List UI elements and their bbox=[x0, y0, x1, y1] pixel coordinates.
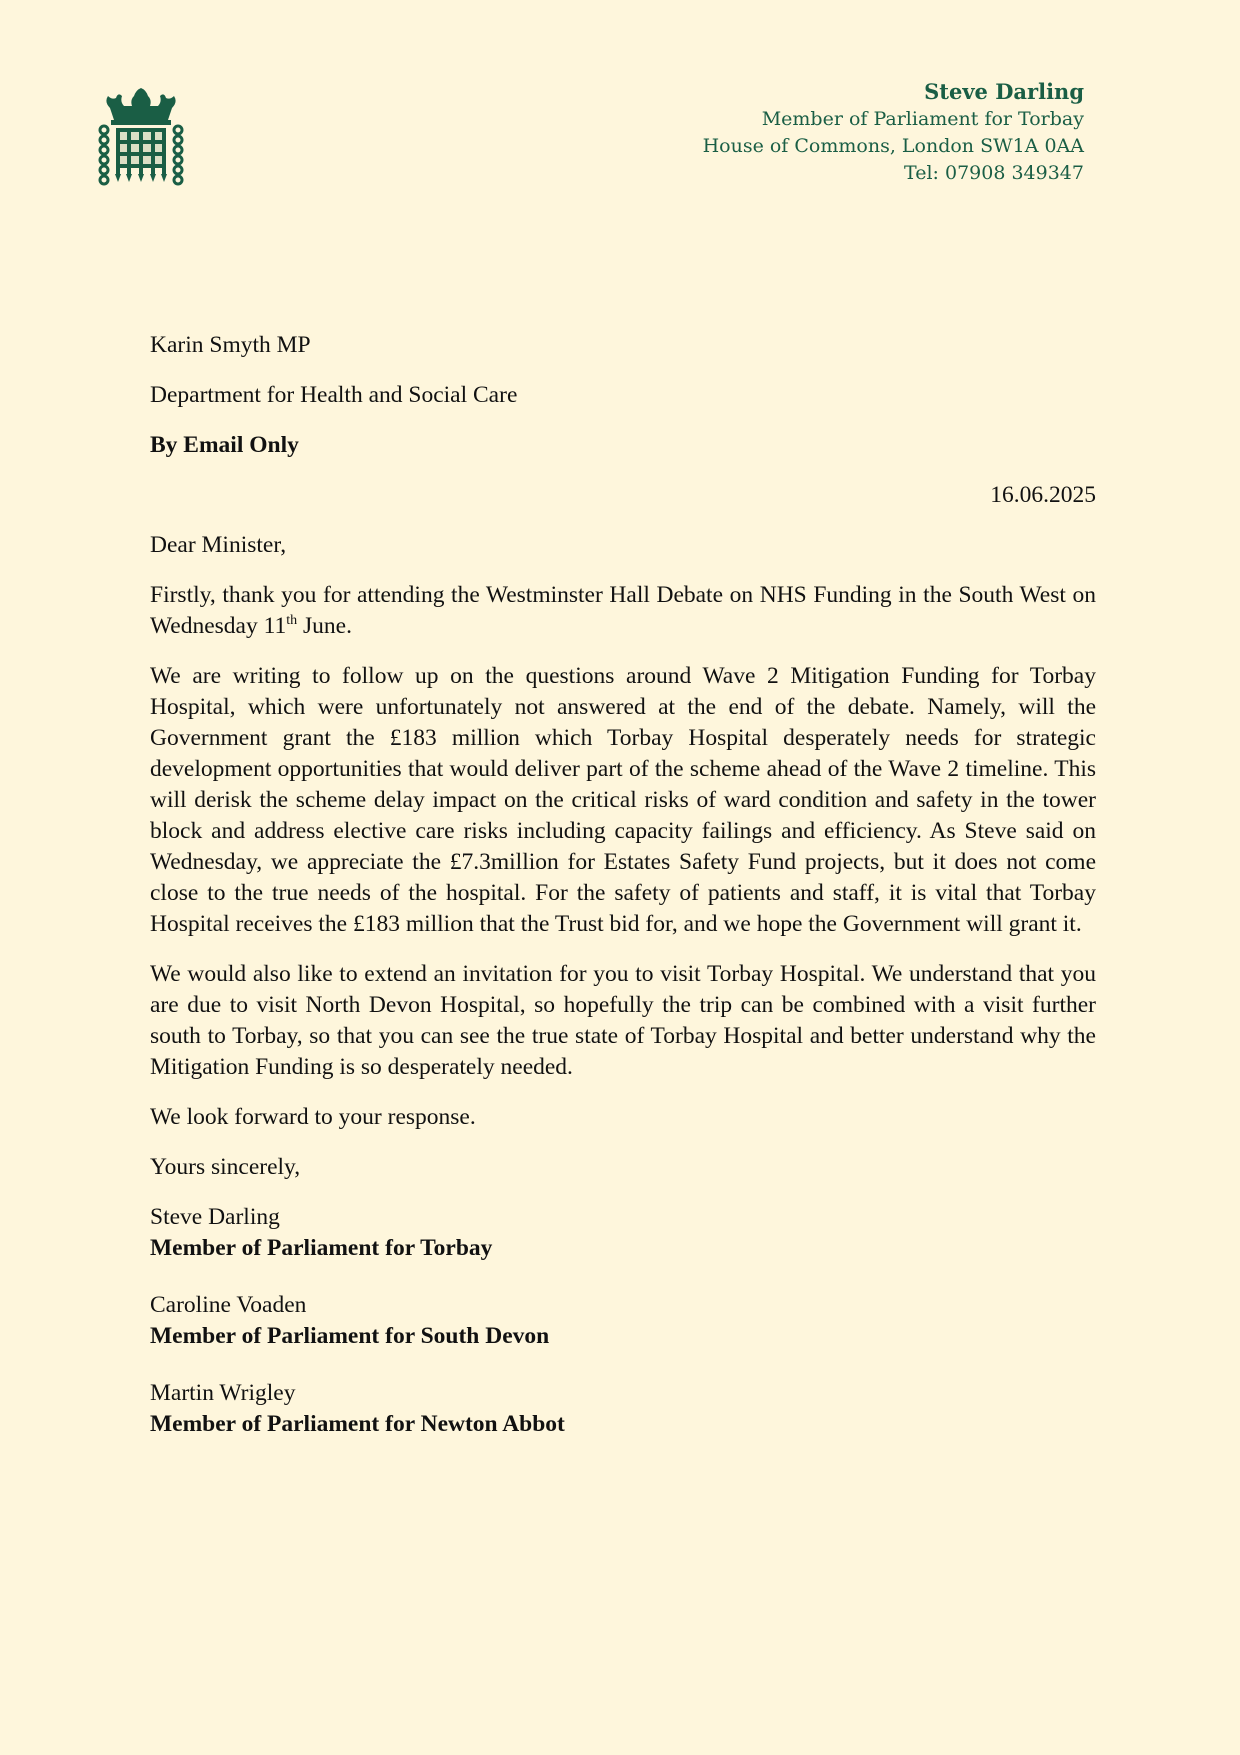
sender-address: House of Commons, London SW1A 0AA bbox=[702, 135, 1084, 157]
signatory-name: Caroline Voaden bbox=[150, 1292, 307, 1318]
signatory-title: Member of Parliament for Torbay bbox=[150, 1235, 493, 1261]
paragraph-thanks-end: June. bbox=[297, 613, 352, 639]
letter-body bbox=[150, 330, 1096, 1466]
letterhead bbox=[703, 78, 1084, 187]
paragraph-invitation: We would also like to extend an invitation for you to visit Torbay Hospital. We understand that you are due to visit North Devon Hospital, so hopefully the trip can be combined with a visit further south to Torbay, so that you can see the true state of Torbay Hospital and better understand why the Mitigation Funding is so desperately needed. bbox=[150, 961, 1096, 1080]
signatory bbox=[150, 1378, 1096, 1440]
delivery-note: By Email Only bbox=[150, 432, 299, 458]
signatory-name: Steve Darling bbox=[150, 1204, 280, 1230]
signatory-name: Martin Wrigley bbox=[150, 1380, 296, 1406]
ordinal-suffix: th bbox=[286, 613, 298, 628]
recipient-name: Karin Smyth MP bbox=[150, 332, 311, 358]
paragraph-funding: We are writing to follow up on the questions around Wave 2 Mitigation Funding for Torbay Hospital, which were unfortunately not answered at the end of the debate. Namely, will the Government grant the £183 million which Torbay Hospital desperately needs for strategic development opportunities that would deliver part of the scheme ahead of the Wave 2 timeline. This will derisk the scheme delay impact on the critical risks of ward condition and safety in the tower block and address elective care risks including capacity failings and efficiency. As Steve said on Wednesday, we appreciate the £7.3million for Estates Safety Fund projects, but it does not come close to the true needs of the hospital. For the safety of patients and staff, it is vital that Torbay Hospital receives the £183 million that the Trust bid for, and we hope the Government will grant it. bbox=[150, 663, 1096, 937]
portcullis-crown-icon bbox=[96, 86, 186, 190]
paragraph-thanks bbox=[150, 580, 1096, 642]
signatory-title: Member of Parliament for Newton Abbot bbox=[150, 1411, 565, 1437]
sender-title: Member of Parliament for Torbay bbox=[761, 108, 1084, 130]
signatory bbox=[150, 1290, 1096, 1352]
sender-name: Steve Darling bbox=[924, 79, 1084, 104]
signatory bbox=[150, 1202, 1096, 1264]
signatory-title: Member of Parliament for South Devon bbox=[150, 1323, 550, 1349]
recipient-department: Department for Health and Social Care bbox=[150, 382, 518, 408]
salutation: Dear Minister, bbox=[150, 532, 287, 558]
paragraph-thanks-text: Firstly, thank you for attending the Westminster Hall Debate on NHS Funding in the South West on Wednesday 11 bbox=[150, 582, 1096, 639]
sender-phone: Tel: 07908 349347 bbox=[904, 162, 1084, 184]
letter-date: 16.06.2025 bbox=[990, 482, 1096, 508]
paragraph-response: We look forward to your response. bbox=[150, 1104, 476, 1130]
closing: Yours sincerely, bbox=[150, 1154, 301, 1180]
